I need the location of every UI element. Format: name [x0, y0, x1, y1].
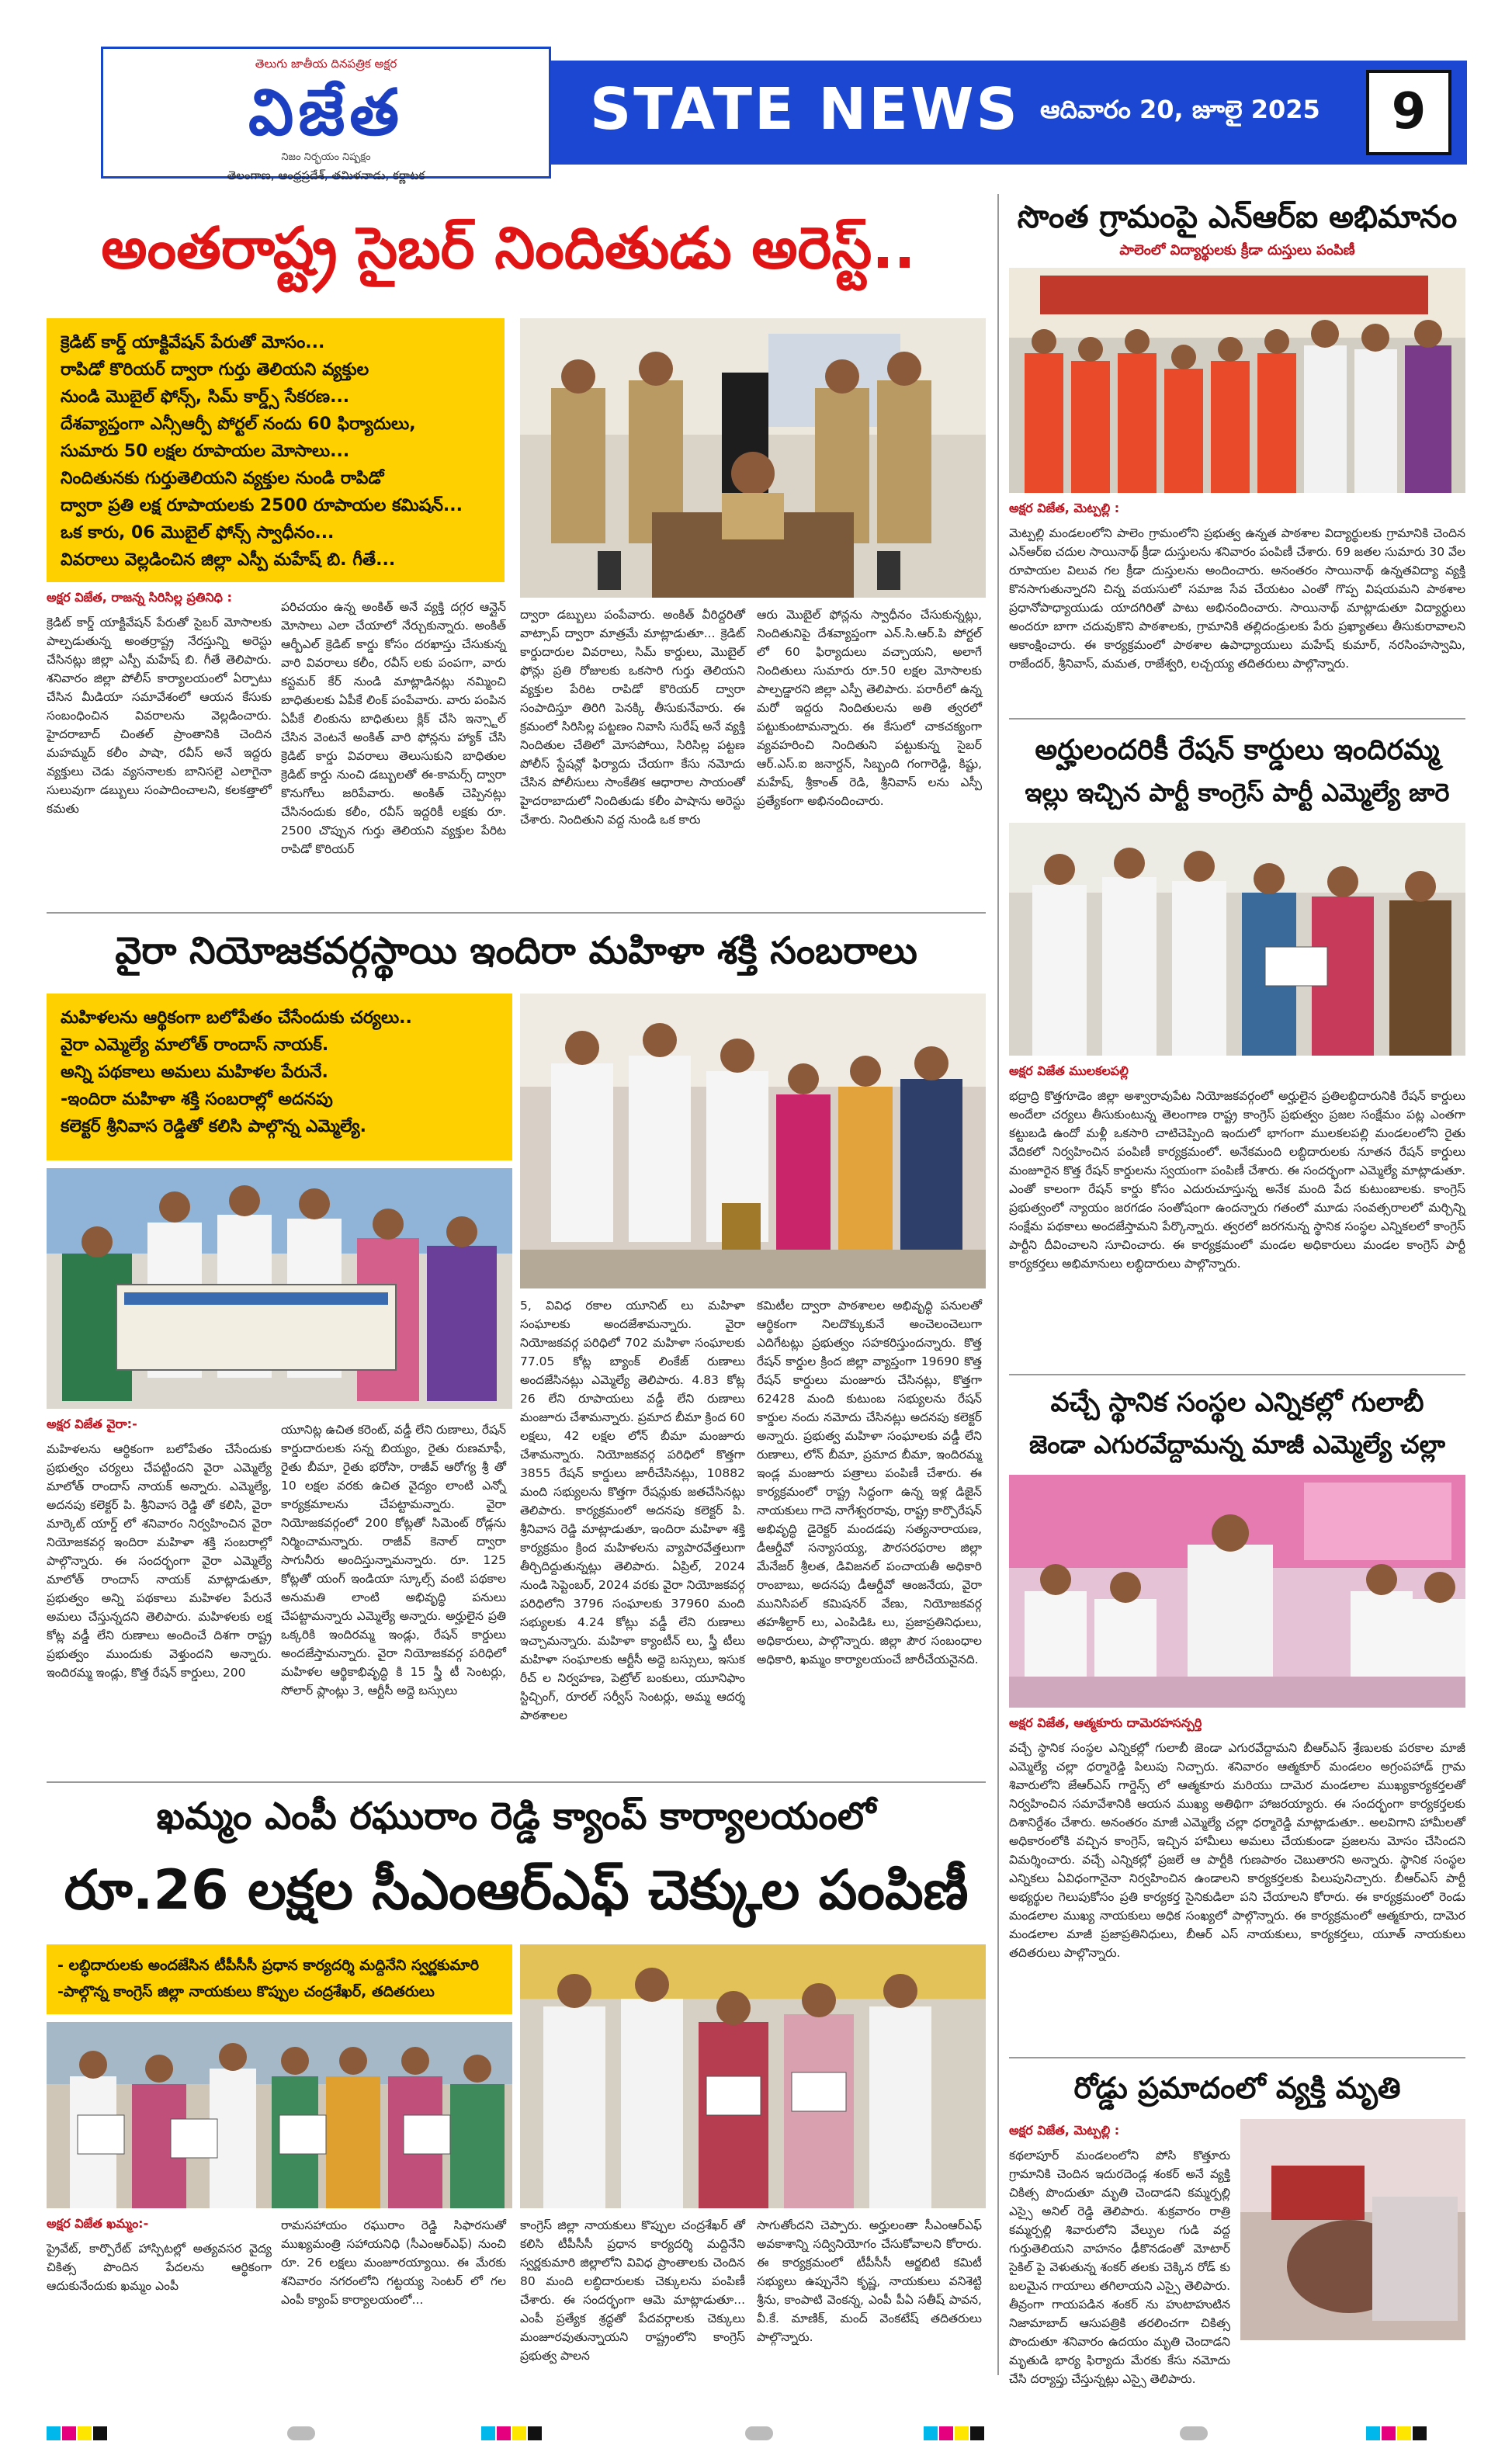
- story2-column-1: మహిళలను ఆర్థికంగా బలోపేతం చేసేందుకు ప్రభుత్వం చర్యలు చేపట్టిందని వైరా ఎమ్మెల్యే మాలోత్ రాందాస్ నాయక్ అన్నారు. ఎమ్మెల్యే, అదనపు కలెక్టర్ పి. శ్రీనివాస రెడ్డి తో కలిసి, వైరా మార్కెట్ యార్డ్ లో శనివారం నిర్వహించిన వైరా నియోజకవర్గ ఇందిరా మహిళా శక్తి సంబరాల్లో పాల్గొన్నారు. ఈ సందర్భంగా వైరా ఎమ్మెల్యే మాలోత్ రాందాస్ నాయక్ మాట్లాడుతూ, ప్రభుత్వం అన్ని పథకాలు మహిళల పేరునే అమలు చేస్తున్నదని తెలిపారు. మహిళలకు లక్ష కోట్ల వడ్డీ లేని రుణాలు అందించే దిశగా రాష్ట్ర ప్రభుత్వం ముందుకు వెళ్తుందని అన్నారు. ఇందిరమ్మ ఇండ్లు, కొత్త రేషన్ కార్డులు, 200: [47, 1442, 272, 1680]
- side2-dateline: అక్షర విజేత ములకలపల్లి: [1009, 1063, 1129, 1078]
- divider: [1009, 1374, 1465, 1375]
- highlight-line: -ఇందిరా మహిళా శక్తి సంబరాల్లో అదనపు: [61, 1090, 333, 1109]
- highlight-line: నిందితునకు గుర్తుతెలియని వ్యక్తుల నుండి రాపిడో: [61, 469, 384, 488]
- story2-photo-lamp-lighting: [520, 994, 986, 1288]
- print-registration-strip: [0, 2422, 1512, 2445]
- story2-dateline: అక్షర విజేత వైరా:-: [47, 1417, 137, 1431]
- side4-dateline: అక్షర విజేత, మెట్పల్లి :: [1009, 2123, 1120, 2138]
- story2-column-3: 5, వివిధ రకాల యూనిట్ లు మహిళా సంఘాలకు అందజేశామన్నారు. వైరా నియోజకవర్గ పరిధిలో 702 మహిళా సంఘాలకు 77.05 కోట్ల బ్యాంక్ లింకేజ్ రుణాలు అందజేసినట్లు ఎమ్మెల్యే తెలిపారు. 4.83 కోట్ల 26 లేని రూపాయలు వడ్డీ లేని రుణాలు మంజూరు చేశామన్నారు. ప్రమాద బీమా క్రింద 60 లక్షలు, 42 లక్షల లోన్ బీమా మంజూరు చేశామన్నారు. నియోజకవర్గ పరిధిలో కొత్తగా 3855 రేషన్ కార్డులు జారీచేసినట్లు, 10882 మంది సభ్యులను కొత్తగా రేషన్లుకు జతచేసినట్లు తెలిపారు. కార్యక్రమంలో అదనపు కలెక్టర్ పి. శ్రీనివాస రెడ్డి మాట్లాడుతూ, ఇందిరా మహిళా శక్తి కార్యక్రమం క్రింద మహిళలను వ్యాపారవేత్తలుగా తీర్చిదిద్దుతున్నట్లు తెలిపారు. ఏప్రిల్, 2024 నుండి సెప్టెంబర్, 2024 వరకు వైరా నియోజకవర్గ పరిధిలోని 3796 సంఘాలకు 37960 మంది సభ్యులకు 4.24 కోట్లు వడ్డీ లేని రుణాలు ఇచ్చామన్నారు. మహిళా క్యాంటీన్ లు, స్త్రీ టీలు మహిళా సంఘాలకు ఆర్టీసీ అద్దె బస్సులు, ఇసుక రీచ్ ల నిర్వహణ, పెట్రోల్ బంకులు, యూనిఫాం స్టిచ్చింగ్, రూరల్ సర్వీస్ సెంటర్లు, అమ్మ ఆదర్శ పాఠశాలల: [520, 1299, 745, 1722]
- story2-highlights: [47, 994, 512, 1160]
- column-divider: [997, 194, 999, 2375]
- highlight-line: -పాల్గొన్న కాంగ్రెస్ జిల్లా నాయకులు కొప్పుల చంద్రశేఖర్, తదితరులు: [57, 1983, 435, 2000]
- side2-headline-line2: ఇల్లు ఇచ్చిన పార్టీ కాంగ్రెస్ పార్టీ ఎమ్మెల్యే జారె: [1025, 778, 1450, 807]
- registration-swatch: [93, 2426, 107, 2440]
- highlight-line: ద్వారా ప్రతి లక్ష రూపాయలకు 2500 రూపాయల కమిషన్...: [61, 496, 463, 515]
- story3-photo-cheque-distribution: [520, 1944, 986, 2208]
- highlight-line: సుమారు 50 లక్షల రూపాయల మోసాలు...: [61, 442, 350, 461]
- story2-column-2: యూనిట్ల ఉచిత కరెంట్, వడ్డీ లేని రుణాలు, రేషన్ కార్డుదారులకు సన్న బియ్యం, రైతు రుణమాఫీ, రైతు బీమా, రైతు భరోసా, రాజీవ్ ఆరోగ్య శ్రీ తో 10 లక్షల వరకు ఉచిత వైద్యం లాంటి ఎన్నో కార్యక్రమాలను చేపట్టామన్నారు. వైరా నియోజకవర్గంలో 200 కోట్లతో సిమెంట్ రోడ్లను నిర్మించామన్నారు. రాజీవ్ కెనాల్ ద్వారా సాగునీరు అందిస్తున్నామన్నారు. రూ. 125 కోట్లతో యంగ్ ఇండియా స్కూల్స్ వంటి పథకాల అనుమతి లాంటి అభివృద్ధి పనులు చేపట్టామన్నారు ఎమ్మెల్యే అన్నారు. అర్హులైన ప్రతి ఒక్కరికి ఇందిరమ్మ ఇండ్లు, రేషన్ కార్డులు అందజేస్తామన్నారు. వైరా నియోజకవర్గ పరిధిలో మహిళల ఆర్థికాభివృద్ధి కి 15 స్త్రీ టీ సెంటర్లు, సోలార్ ప్లాంట్లు 3, ఆర్టీసీ అద్దె బస్సులు: [281, 1423, 506, 1698]
- registration-swatch: [1366, 2426, 1380, 2440]
- story3-column-2: రామసహాయం రఘురాం రెడ్డి సిఫారసుతో ముఖ్యమంత్రి సహాయనిధి (సీఎంఆర్ఎఫ్) నుంచి రూ. 26 లక్షలు మంజూరయ్యాయి. ఈ మేరకు శనివారం నగరంలోని గట్టయ్య సెంటర్ లో గల ఎంపీ క్యాంప్ కార్యాలయంలో...: [281, 2218, 506, 2307]
- side1-headline: సొంత గ్రామంపై ఎన్ఆర్ఐ అభిమానం: [1017, 199, 1458, 235]
- highlight-line: - లబ్ధిదారులకు అందజేసిన టీపీసీసీ ప్రధాన కార్యదర్శి మద్దినేని స్వర్ణకుమారి: [57, 1957, 480, 1974]
- highlight-line: దేశవ్యాప్తంగా ఎన్సీఆర్పీ పోర్టల్ నందు 60 ఫిర్యాదులు,: [61, 414, 416, 434]
- registration-swatch: [1382, 2426, 1396, 2440]
- side2-headline-line1: అర్హులందరికీ రేషన్ కార్డులు ఇందిరమ్మ: [1035, 734, 1440, 766]
- registration-swatch: [528, 2426, 542, 2440]
- registration-swatch: [497, 2426, 511, 2440]
- story1-highlights: [47, 318, 505, 582]
- divider: [47, 1781, 986, 1783]
- registration-swatch: [970, 2426, 984, 2440]
- story1-column-2: పరిచయం ఉన్న అంకిత్ అనే వ్యక్తి దగ్గర ఆన్లైన్ మోసాలు ఎలా చేయాలో నేర్చుకున్నారు. అంకిత్ ఆర్బీఎల్ క్రెడిట్ కార్డు కోసం దరఖాస్తు చేసుకున్న వారి వివరాలు కలీం, రవీస్ లకు పంపగా, వారు కస్టమర్ కేర్ నుండి మాట్లాడినట్లు నమ్మించి బాధితులకు ఏపీకే లింక్ పంపేవారు. వారు పంపిన ఏపీకే లింకును బాధితులు క్లిక్ చేసి ఇన్స్టాల్ చేసిన వెంటనే అంకిత్ వారి ఫోన్లను హ్యాక్ చేసి క్రెడిట్ కార్డు వివరాలు తెలుసుకుని బాధితుల క్రెడిట్ కార్డు నుంచి డబ్బులతో ఈ-కామర్స్ ద్వారా కొనుగోలు జరిపేవారు. అంకిత్ చెప్పినట్లు చేసినందుకు కలీం, రవీస్ ఇద్దరికీ లక్షకు రూ. 2500 చొప్పున గుర్తు తెలియని వ్యక్తుల పేరిట రాపిడో కొరియర్: [281, 600, 506, 856]
- story2-headline: వైరా నియోజకవర్గస్థాయి ఇందిరా మహిళా శక్తి సంబరాలు: [115, 929, 917, 973]
- story3-column-4: సాగుతోందని చెప్పారు. అర్హులంతా సీఎంఆర్ఎఫ్ అవకాశాన్ని సద్వినియోగం చేసుకోవాలని కోరారు. ఈ కార్యక్రమంలో టీపీసీసీ ఆర్జబిటి కమిటీ సభ్యులు ఉప్పునేని కృష్ణ, నాయకులు వనిశెట్టి శ్రీను, కాంపాటి వెంకన్న, ఎంపీ పీఏ సతీష్ పావన, వీ.కే. మాణిక్, మంద్ వెంకటేష్ తదితరులు పాల్గొన్నారు.: [757, 2218, 982, 2344]
- highlight-line: నుండి మొబైల్ ఫోన్స్, సిమ్ కార్డ్స్ సేకరణ...: [61, 387, 350, 407]
- masthead: [47, 47, 1467, 182]
- registration-mark: [1180, 2426, 1208, 2440]
- side1-subhead: పాలెంలో విద్యార్థులకు క్రీడా దుస్తులు పంపిణీ: [1119, 242, 1355, 258]
- story1-photo-police-press-meet: [520, 318, 986, 598]
- highlight-line: మహిళలను ఆర్థికంగా బలోపేతం చేసేందుకు చర్యలు..: [61, 1008, 412, 1028]
- registration-swatch: [512, 2426, 526, 2440]
- highlight-line: అన్ని పథకాలు అమలు మహిళల పేరునే.: [61, 1063, 328, 1082]
- side2-photo-ration-cards: [1009, 823, 1465, 1056]
- divider: [1009, 718, 1465, 720]
- highlight-line: క్రెడిట్ కార్డ్ యాక్టివేషన్ పేరుతో మోసం...: [61, 333, 325, 352]
- registration-swatch: [481, 2426, 495, 2440]
- registration-swatch: [62, 2426, 76, 2440]
- section-title: STATE NEWS: [590, 76, 1020, 143]
- registration-mark: [287, 2426, 315, 2440]
- divider: [47, 912, 986, 914]
- registration-swatch: [939, 2426, 953, 2440]
- side3-dateline: అక్షర విజేత, ఆత్మకూరు దామెరహసన్పర్తి: [1009, 1715, 1202, 1730]
- registration-swatch: [1397, 2426, 1411, 2440]
- page-number: 9: [1391, 83, 1427, 140]
- highlight-line: వివరాలు వెల్లడించిన జిల్లా ఎస్పీ మహేష్ బి. గీతే...: [61, 550, 396, 570]
- side3-body: వచ్చే స్థానిక సంస్థల ఎన్నికల్లో గులాబీ జెండా ఎగురవేద్దామని బీఆర్ఎస్ శ్రేణులకు పరకాల మాజీ ఎమ్మెల్యే చల్లా ధర్మారెడ్డి పిలుపు నిచ్చారు. శనివారం ఆత్మకూర్ మండలం అగ్రంపహాడ్ గ్రామ శివారులోని జేఆర్ఎస్ గార్డెన్స్ లో ఆత్మకూరు మరియు దామెర మండలాల ముఖ్యకార్యకర్తలతో నిర్వహించిన సమావేశానికి ఆయన ముఖ్య అతిథిగా హాజరయ్యారు. ఈ సందర్భంగా కార్యకర్తలకు దిశానిర్దేశం చేశారు. అనంతరం మాజీ ఎమ్మెల్యే చల్లా ధర్మారెడ్డి మాట్లాడుతూ.. అలవిగాని హామీలతో అధికారంలోకి వచ్చిన కాంగ్రెస్, ఇచ్చిన హామీలు అమలు చేయకుండా ప్రజలను మోసం చేసిందని విమర్శించారు. వచ్చే ఎన్నికల్లో ప్రజలే ఆ పార్టీకి గుణపాఠం చెబుతారని అన్నారు. స్థానిక సంస్థల ఎన్నికలు ఏవిధంగానైనా నిర్వహించిన ఉండాలని కార్యకర్తలకు పిలుపునిచ్చారు. బీఆర్ఎస్ పార్టీ అభ్యర్థుల గెలుపుకోసం ప్రతి కార్యకర్త సైనికుడిలా పని చేయాలని కోరారు. ఈ కార్యక్రమంలో రెండు మండలాల ముఖ్య నాయకులు అధిక సంఖ్యలో పాల్గొన్నారు. ఈ కార్యక్రమంలో ఆత్మకూరు, దామెర మండలాల మాజీ ప్రజాప్రతినిధులు, బీఆర్ ఎస్ నాయకులు, కార్యకర్తలు, యూత్ నాయకులు తదితరులు పాల్గొన్నారు.: [1009, 1741, 1465, 1960]
- story3-headline-line1: ఖమ్మం ఎంపీ రఘురాం రెడ్డి క్యాంప్ కార్యాలయంలో: [156, 1795, 876, 1838]
- issue-date: ఆదివారం 20, జూలై 2025: [1040, 95, 1320, 124]
- story3-photo-beneficiaries: [47, 2022, 512, 2208]
- story1-column-4: ఆరు మొబైల్ ఫోన్లను స్వాధీనం చేసుకున్నట్లు, నిందితునిపై దేశవ్యాప్తంగా ఎన్.సి.ఆర్.పి పోర్టల్ లో 60 ఫిర్యాదులు వచ్చాయని, అలాగే నిందితులు సుమారు రూ.50 లక్షల మోసాలకు పాల్పడ్డారని జిల్లా ఎస్పీ తెలిపారు. పరారీలో ఉన్న మరో ఇద్దరు నిందితులను అతి త్వరలో పట్టుకుంటామన్నారు. ఈ కేసులో చాకచక్యంగా వ్యవహరించి నిందితుని పట్టుకున్న సైబర్ ఆర్.ఎస్.ఐ జనార్దన్, సిబ్బంది గంగారెడ్డి, కిష్టు, మహేష్, శ్రీకాంత్ రెడి, శ్రీనివాస్ లను ఎస్పీ ప్రత్యేకంగా అభినందించారు.: [757, 608, 982, 808]
- logo-regions: తెలంగాణ, ఆంధ్రప్రదేశ్, తమిళనాడు, కర్ణాటక: [227, 168, 425, 182]
- story1-dateline: అక్షర విజేత, రాజన్న సిరిసిల్ల ప్రతినిధి :: [47, 590, 232, 605]
- highlight-line: వైరా ఎమ్మెల్యే మాలోత్ రాందాస్ నాయక్.: [61, 1035, 329, 1055]
- side4-body: కథలాపూర్ మండలంలోని పోసి కొత్తూరు గ్రామానికి చెందిన ఇదురదెండ్ల శంకర్ అనే వ్యక్తి చికిత్స పొందుతూ మృతి చెందాడని కమ్మర్పల్లి ఎస్సై అనిల్ రెడ్డి తెలిపారు. శుక్రవారం రాత్రి కమ్మర్పల్లి శివారులోని వేల్పుల గుడి వద్ద గుర్తుతెలియని వాహనం ఢీకొనడంతో మోటార్ సైకిల్ పై వెళుతున్న శంకర్ తలకు చెక్కిన రోడ్ కు బలమైన గాయాలు తగిలాయని ఎస్సై తెలిపారు. తీవ్రంగా గాయపడిన శంకర్ ను హుటాహుటిన నిజామాబాద్ ఆసుపత్రికి తరలించగా చికిత్స పొందుతూ శనివారం ఉదయం మృతి చెందాడని మృతుడి భార్య ఫిర్యాదు మేరకు కేసు నమోదు చేసి దర్యాప్తు చేస్తున్నట్లు ఎస్సై తెలిపారు.: [1009, 2149, 1230, 2386]
- logo-name: విజేత: [248, 75, 404, 150]
- story3-headline-line2: రూ.26 లక్షల సీఎంఆర్ఎఫ్ చెక్కుల పంపిణీ: [64, 1858, 969, 1922]
- story2-photo-cheque-handover: [47, 1168, 512, 1409]
- registration-swatch: [955, 2426, 969, 2440]
- side3-headline-line2: జెండా ఎగురవేద్దామన్న మాజీ ఎమ్మెల్యే చల్లా: [1029, 1430, 1445, 1459]
- registration-swatch: [78, 2426, 92, 2440]
- story2-column-4: కమిటీల ద్వారా పాఠశాలల అభివృద్ధి పనులతో ఆర్థికంగా నిలదొక్కుకునే అంచెలంచెలుగా ఎదిగేటట్లు ప్రభుత్వం సహకరిస్తుందన్నారు. కొత్త రేషన్ కార్డుల క్రింద జిల్లా వ్యాప్తంగా 19690 కొత్త రేషన్ కార్డులు మంజూరు చేసినట్లు, కొత్తగా 62428 మంది కుటుంబ సభ్యులను రేషన్ కార్డుల నందు నమోదు చేసినట్లు అదనపు కలెక్టర్ అన్నారు. ప్రభుత్వ మహిళా సంఘాలకు వడ్డీ లేని రుణాలు, లోన్ బీమా, ప్రమాద బీమా, ఇందిరమ్మ ఇండ్ల మంజూరు పత్రాలు పంపిణీ చేశారు. ఈ కార్యక్రమంలో రాష్ట్ర సిద్ధంగా ఉన్న ఇళ్ల డిజైన్ నాయకులు గాదె నాగేశ్వరరావు, రాష్ట్ర కార్పొరేషన్ అభివృద్ధి డైరెక్టర్ మందడపు సత్యనారాయణ, డీఆర్డీవో సన్యాసయ్య, పౌరసరఫరాల జిల్లా మేనేజర్ శ్రీలత, డివిజనల్ పంచాయతీ అధికారి రాంబాబు, అదనపు డీఆర్డీవో ఆంజనేయ, వైరా మునిసిపల్ కమిషనర్ వేణు, నియోజకవర్గ తహశీల్దార్ లు, ఎంపిడిఓ లు, ప్రజాప్రతినిధులు, అధికారులు, పాల్గొన్నారు. జిల్లా పౌర సంబంధాల అధికారి, ఖమ్మం కార్యాలయంచే జారీచేయనైనది.: [757, 1299, 982, 1666]
- divider: [1009, 2057, 1465, 2058]
- story1-headline: అంతరాష్ట్ర సైబర్ నిందితుడు అరెస్ట్..: [101, 215, 916, 282]
- highlight-line: ఒక కారు, 06 మొబైల్ ఫోన్స్ స్వాధీనం...: [61, 523, 335, 543]
- side3-photo-brs-meeting: [1009, 1475, 1465, 1708]
- highlight-line: కలెక్టర్ శ్రీనివాస రెడ్డితో కలిసి పాల్గొన్న ఎమ్మెల్యే.: [61, 1117, 366, 1136]
- side1-dateline: అక్షర విజేత, మెట్పల్లి :: [1009, 501, 1120, 515]
- side2-body: భద్రాద్రి కొత్తగూడెం జిల్లా అశ్వారావుపేట నియోజకవర్గంలో అర్హులైన ప్రతిలబ్ధిదారునికి రేషన్ కార్డులు అందేలా చర్యలు తీసుకుంటున్న తెలంగాణ రాష్ట్ర కాంగ్రెస్ ప్రభుత్వం ప్రజల సంక్షేమం పట్ల ఎంతగా కట్టుబడి ఉందో మళ్లీ ఒకసారి చాటిచెప్పింది ఇందులో భాగంగా ములకలపల్లి మండలంలోని రైతు వేదికలో నిర్వహించిన పంపిణీ కార్యక్రమంలో. అనేకమంది లబ్ధిదారులకు నూతన రేషన్ కార్డులు మంజూరైన కొత్త రేషన్ కార్డులను స్వయంగా పంపిణీ చేశారు. ఈ సందర్భంగా ఎమ్మెల్యే మాట్లాడుతూ. ఎంతో కాలంగా రేషన్ కార్డు కోసం ఎదురుచూస్తున్న అనేక మంది పేద కుటుంబాలకు. కాంగ్రెస్ ప్రభుత్వంలో న్యాయం జరగడం సంతోషంగా ఉందన్నారు గతంలో మూడు సంవత్సరాలలో మర్చిన్ని సంక్షేమ పథకాలు అందజేస్తామని పేర్కొన్నారు. త్వరలో జరగనున్న స్థానిక సంస్థల ఎన్నికలలో కాంగ్రెస్ పార్టీని దీవించాలని సూచించారు. ఈ కార్యక్రమంలో మండల అధికారులు మండల కాంగ్రెస్ పార్టీ కార్యకర్తలు అభిమానులు లబ్ధిదారులు పాల్గొన్నారు.: [1009, 1089, 1465, 1271]
- logo-tagline: తెలుగు జాతీయ దినపత్రిక అక్షర: [255, 57, 397, 71]
- side3-headline-line1: వచ్చే స్థానిక సంస్థల ఎన్నికల్లో గులాబీ: [1050, 1387, 1424, 1418]
- newspaper-logo: [101, 47, 551, 182]
- registration-swatch: [1413, 2426, 1427, 2440]
- side4-headline: రోడ్డు ప్రమాదంలో వ్యక్తి మృతి: [1073, 2071, 1401, 2105]
- logo-subtitle: నిజం నిర్భయం నిష్పక్షం: [281, 151, 371, 163]
- story1-column-3: ద్వారా డబ్బులు పంపేవారు. అంకిత్ వీరిద్దరితో వాట్సాప్ ద్వారా మాత్రమే మాట్లాడుతూ... క్రెడిట్ కార్డుదారుల వివరాలు, సిమ్ కార్డులు, మొబైల్ ఫోన్లు ప్రతి రోజులకు ఒకసారి గుర్తు తెలియని వ్యక్తుల పేరిట రాపిడో కొరియర్ ద్వారా సంపాదిస్తూ తిరిగి పెనక్కి తీసుకునేవారు. ఈ క్రమంలో సిరిసిల్ల పట్టణం నివాసి సురేష్ అనే వ్యక్తి నిందితుల చేతిలో మోసపోయి, సిరిసిల్ల పట్టణ పోలీస్ స్టేషన్లో ఫిర్యాదు చేయగా కేసు నమోదు చేసిన పోలీసులు సాంకేతిక ఆధారాల సాయంతో హైదరాబాదులో నిందితుడు కలీం పాషాను అరెస్టు చేశారు. నిందితుని వద్ద నుండి ఒక కారు: [520, 608, 745, 827]
- side4-photo-accident-victim: [1240, 2119, 1465, 2340]
- story3-column-3: కాంగ్రెస్ జిల్లా నాయకులు కొప్పుల చంద్రశేఖర్ తో కలిసి టీపీసీసీ ప్రధాన కార్యదర్శి మద్దినేని స్వర్ణకుమారి జిల్లాలోని వివిధ ప్రాంతాలకు చెందిన 80 మంది లబ్ధిదారులకు చెక్కులను పంపిణీ చేశారు. ఈ సందర్భంగా ఆమె మాట్లాడుతూ... ఎంపీ ప్రత్యేక శ్రద్ధతో పేదవర్గాలకు చెక్కులు మంజూరవుతున్నాయని రాష్ట్రంలోని కాంగ్రెస్ ప్రభుత్వ పాలన: [520, 2218, 745, 2363]
- registration-swatch: [924, 2426, 938, 2440]
- registration-swatch: [47, 2426, 61, 2440]
- side1-photo-students: [1009, 268, 1465, 493]
- story3-highlights: [47, 1944, 512, 2014]
- highlight-line: రాపిడో కొరియర్ ద్వారా గుర్తు తెలియని వ్యక్తుల: [61, 360, 369, 380]
- story3-column-1: ప్రైవేట్, కార్పొరేట్ హాస్పిటల్లో అత్యవసర వైద్య చికిత్స పొందిన పేదలను ఆర్థికంగా ఆదుకునేందుకు ఖమ్మం ఎంపీ: [47, 2242, 272, 2293]
- registration-mark: [745, 2426, 773, 2440]
- story3-dateline: అక్షర విజేత ఖమ్మం:-: [47, 2216, 149, 2231]
- section-band: [543, 61, 1467, 165]
- page-number-box: [1366, 70, 1451, 155]
- story1-column-1: క్రెడిట్ కార్డ్ యాక్టివేషన్ పేరుతో సైబర్ మోసాలకు పాల్పడుతున్న అంతర్రాష్ట్ర నేరస్తున్ని అరెస్టు చేసినట్లు జిల్లా ఎస్పీ మహేష్ బి. గీతే తెలిపారు. శనివారం జిల్లా పోలీస్ కార్యాలయంలో ఏర్పాటు చేసిన మీడియా సమావేశంలో ఆయన కేసుకు సంబంధించిన వివరాలను వెల్లడించారు. హైదరాబాద్ చింతల్ ప్రాంతానికి చెందిన మహమ్మద్ కలీం పాషా, రవీస్ అనే ఇద్దరు వ్యక్తులు చెడు వ్యసనాలకు బానిసలై ఎలాగైనా సులువుగా డబ్బులు సంపాదించాలని, కలకత్తాలో కమతు: [47, 616, 272, 816]
- side1-body: మెట్పల్లి మండలంలోని పాలెం గ్రామంలోని ప్రభుత్వ ఉన్నత పాఠశాల విద్యార్థులకు గ్రామానికి చెందిన ఎన్ఆర్ఐ చదుల సాయినాథ్ క్రీడా దుస్తులను శనివారం పంపిణీ చేశారు. 69 జతల సుమారు 30 వేల రూపాయల విలువ గల క్రీడా దుస్తులను అందించారు. అనంతరం సాయినాథ్ ఉన్నతవిద్యా వ్యక్తి కొనసాగుతున్నారని చిన్న వయసులో సమాజ సేవ చేయటం ఎంతో గొప్ప విషయమని పాఠశాల ప్రధానోపాధ్యాయుడు యాదగిరితో పాటు అభినందించారు. సాయినాథ్ మాట్లాడుతూ విద్యార్థులు అందరూ బాగా చదువుకొని పాఠశాలకు, గ్రామానికి తల్లిదండ్రులకు పేరు ప్రఖ్యాతలు తీసుకురావాలని ఆకాంక్షించారు. ఈ కార్యక్రమంలో పాఠశాల ఉపాధ్యాయులు మహేష్ కుమార్, నరసింహస్వామి, రాజేందర్, శ్రీనివాస్, మమత, రాజేశ్వరి, లచ్చయ్య తదితరులు పాల్గొన్నారు.: [1009, 526, 1465, 671]
